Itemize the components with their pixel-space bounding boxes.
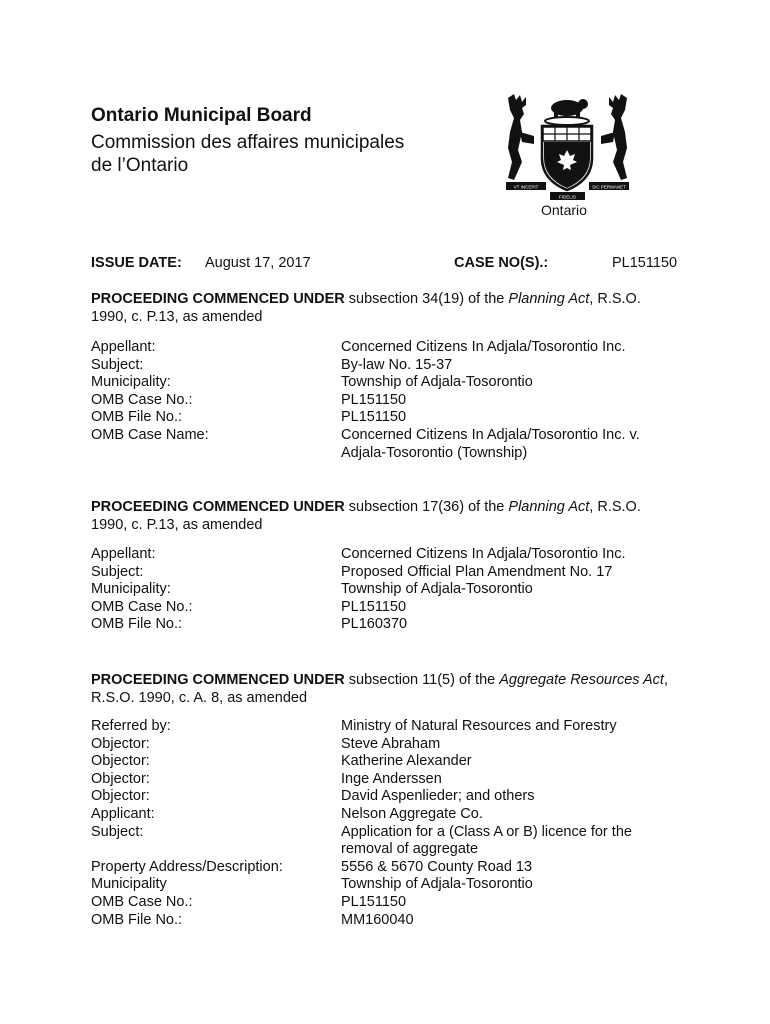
detail-label: Subject: xyxy=(91,356,144,373)
detail-value: Ministry of Natural Resources and Forestry xyxy=(341,718,617,734)
detail-value: Steve Abraham xyxy=(341,735,441,752)
crest-motto-left: VT INCEPIT xyxy=(513,184,539,190)
proceeding-details-1 xyxy=(91,339,681,462)
detail-row xyxy=(91,339,681,357)
detail-value: Nelson Aggregate Co. xyxy=(341,805,483,822)
detail-label: Objector: xyxy=(91,770,150,787)
detail-label: OMB File No.: xyxy=(91,911,183,928)
detail-value: Katherine Alexander xyxy=(341,753,472,770)
detail-value: PL151150 xyxy=(341,598,407,615)
detail-value: Proposed Official Plan Amendment No. 17 xyxy=(341,563,613,580)
issue-date-value: August 17, 2017 xyxy=(205,255,311,271)
detail-label: OMB Case No.: xyxy=(91,598,193,615)
detail-row xyxy=(91,564,681,582)
detail-label: Subject: xyxy=(91,823,144,840)
detail-label: Appellant: xyxy=(91,546,156,562)
board-name-french xyxy=(91,131,451,177)
detail-row xyxy=(91,753,681,771)
detail-value: Concerned Citizens In Adjala/Tosorontio Inc. v. Adjala-Tosorontio (Township) xyxy=(341,426,640,461)
detail-row xyxy=(91,788,681,806)
detail-label: OMB Case No.: xyxy=(91,893,193,910)
crest-motto-center: FIDELIS xyxy=(558,194,577,200)
detail-row xyxy=(91,824,681,859)
detail-value: Township of Adjala-Tosorontio xyxy=(341,876,533,893)
detail-row xyxy=(91,616,681,634)
detail-value: 5556 & 5670 County Road 13 xyxy=(341,858,533,875)
proceeding-heading-3: PROCEEDING COMMENCED UNDER subsection 11(5) of the Aggregate Resources Act, R.S.O. 1990, c. A. 8, as amended xyxy=(91,672,668,706)
detail-label: Municipality: xyxy=(91,374,171,391)
detail-value: PL160370 xyxy=(341,616,408,633)
detail-row xyxy=(91,357,681,375)
detail-value: Concerned Citizens In Adjala/Tosorontio Inc. xyxy=(341,546,626,562)
detail-row xyxy=(91,374,681,392)
crest-wordmark: Ontario xyxy=(541,202,587,218)
proceeding-details-2 xyxy=(91,546,681,634)
detail-label: Objector: xyxy=(91,735,150,752)
detail-row xyxy=(91,546,681,564)
proceeding-details-3 xyxy=(91,718,681,929)
detail-value: Township of Adjala-Tosorontio xyxy=(341,581,533,598)
board-name-english: Ontario Municipal Board xyxy=(91,105,312,126)
detail-label: Property Address/Description: xyxy=(91,858,283,875)
detail-label: Municipality xyxy=(91,876,167,893)
detail-row xyxy=(91,806,681,824)
crest-motto-right: SIC PERMANET xyxy=(592,184,626,190)
detail-row xyxy=(91,736,681,754)
case-no-label: CASE NO(S).: xyxy=(454,255,549,271)
detail-value: PL151150 xyxy=(341,409,407,426)
detail-row xyxy=(91,912,681,930)
detail-row xyxy=(91,392,681,410)
detail-value: PL151150 xyxy=(341,893,407,910)
detail-value: PL151150 xyxy=(341,391,407,408)
detail-value: Inge Anderssen xyxy=(341,770,442,787)
detail-label: OMB File No.: xyxy=(91,616,183,633)
case-no-value: PL151150 xyxy=(612,255,678,271)
detail-row xyxy=(91,718,681,736)
proceeding-heading-1: PROCEEDING COMMENCED UNDER subsection 34(19) of the Planning Act, R.S.O. 1990, c. P.13, as amended xyxy=(91,291,641,325)
detail-label: OMB Case Name: xyxy=(91,426,209,443)
detail-label: Referred by: xyxy=(91,718,171,734)
detail-label: Objector: xyxy=(91,788,150,805)
detail-row xyxy=(91,876,681,894)
detail-value: David Aspenlieder; and others xyxy=(341,788,535,805)
detail-row xyxy=(91,859,681,877)
detail-label: OMB Case No.: xyxy=(91,391,193,408)
detail-row xyxy=(91,771,681,789)
detail-label: Appellant: xyxy=(91,339,156,355)
detail-value: By-law No. 15-37 xyxy=(341,356,453,373)
detail-row xyxy=(91,599,681,617)
detail-label: OMB File No.: xyxy=(91,409,183,426)
detail-value: Concerned Citizens In Adjala/Tosorontio Inc. xyxy=(341,339,626,355)
detail-label: Subject: xyxy=(91,563,144,580)
detail-value: Township of Adjala-Tosorontio xyxy=(341,374,533,391)
detail-row xyxy=(91,427,681,462)
issue-date-label: ISSUE DATE: xyxy=(91,255,182,271)
detail-label: Applicant: xyxy=(91,805,155,822)
detail-value: Application for a (Class A or B) licence for the removal of aggregate xyxy=(341,823,632,858)
detail-label: Municipality: xyxy=(91,581,171,598)
detail-row xyxy=(91,409,681,427)
detail-value: MM160040 xyxy=(341,911,414,928)
proceeding-heading-2: PROCEEDING COMMENCED UNDER subsection 17(36) of the Planning Act, R.S.O. 1990, c. P.13, as amended xyxy=(91,499,641,533)
detail-label: Objector: xyxy=(91,753,150,770)
board-name-french-line2: de l’Ontario xyxy=(91,155,189,176)
board-name-french-line1: Commission des affaires municipales xyxy=(91,132,405,153)
detail-row xyxy=(91,581,681,599)
detail-row xyxy=(91,894,681,912)
